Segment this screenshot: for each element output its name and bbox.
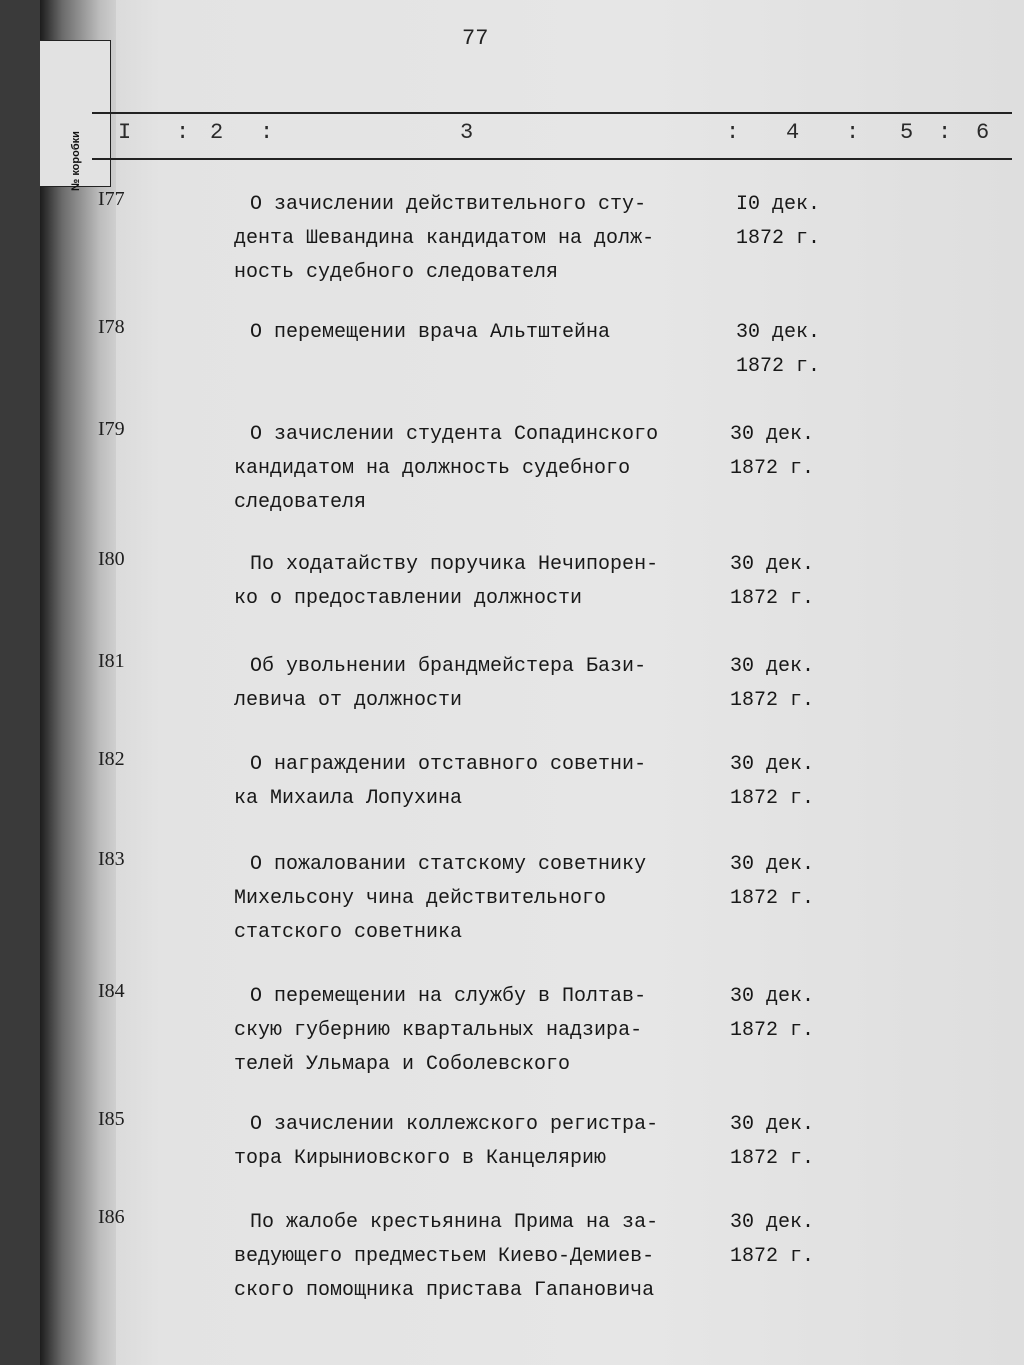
entry-date [736, 188, 820, 256]
description-line: О награждении отставного советни- [250, 753, 647, 776]
date-line: 30 дек. [730, 423, 815, 446]
col-sep: : [726, 120, 740, 145]
entry-description [234, 748, 770, 816]
description-line: О пожаловании статскому советнику [250, 853, 647, 876]
description-line: тора Кирыниовского в Канцелярию [234, 1147, 607, 1170]
date-line: 1872 г. [730, 1019, 815, 1042]
entry-date [730, 418, 814, 486]
col-header-5: 5 [900, 120, 914, 145]
description-line: О зачислении студента Сопадинского [250, 423, 659, 446]
date-line: 1872 г. [730, 587, 815, 610]
col-sep: : [846, 120, 860, 145]
description-line: ность судебного следователя [234, 261, 559, 284]
entry-number: I86 [98, 1206, 125, 1228]
col-sep: : [176, 120, 190, 145]
entry-date [730, 980, 814, 1048]
box-label: № коробки [70, 131, 82, 191]
date-line: 30 дек. [730, 985, 815, 1008]
description-line: ка Михаила Лопухина [234, 787, 463, 810]
entry-description [234, 548, 770, 616]
entry-date [730, 748, 814, 816]
entry-description [234, 188, 770, 290]
entry-number: I81 [98, 650, 125, 672]
entry-number: I84 [98, 980, 125, 1002]
entry-description [250, 316, 770, 350]
entry-number: I80 [98, 548, 125, 570]
entry-description [234, 1206, 770, 1308]
entry-number: I82 [98, 748, 125, 770]
description-line: По ходатайству поручика Нечипорен- [250, 553, 659, 576]
description-line: дента Шевандина кандидатом на долж- [234, 227, 655, 250]
description-line: ко о предоставлении должности [234, 587, 583, 610]
date-line: I0 дек. [736, 193, 821, 216]
document-page [40, 0, 1024, 1365]
entry-date [736, 316, 820, 384]
date-line: 1872 г. [736, 355, 821, 378]
entry-date [730, 548, 814, 616]
page-number: 77 [462, 26, 489, 51]
header-rule-top [92, 112, 1012, 114]
entry-date [730, 848, 814, 916]
date-line: 30 дек. [730, 753, 815, 776]
date-line: 1872 г. [730, 787, 815, 810]
entry-description [234, 418, 770, 520]
header-rule-bottom [92, 158, 1012, 160]
entry-date [730, 650, 814, 718]
date-line: 1872 г. [736, 227, 821, 250]
description-line: кандидатом на должность судебного [234, 457, 631, 480]
entry-description [234, 848, 770, 950]
description-line: телей Ульмара и Соболевского [234, 1053, 571, 1076]
description-line: Михельсону чина действительного [234, 887, 607, 910]
date-line: 1872 г. [730, 887, 815, 910]
entry-description [234, 980, 770, 1082]
date-line: 1872 г. [730, 1245, 815, 1268]
col-header-2: 2 [210, 120, 224, 145]
description-line: следователя [234, 491, 367, 514]
entry-number: I83 [98, 848, 125, 870]
description-line: О зачислении коллежского регистра- [250, 1113, 659, 1136]
description-line: О зачислении действительного сту- [250, 193, 647, 216]
description-line: ского помощника пристава Гапановича [234, 1279, 655, 1302]
entry-number: I78 [98, 316, 125, 338]
col-sep: : [260, 120, 274, 145]
date-line: 30 дек. [736, 321, 821, 344]
description-line: Об увольнении брандмейстера Бази- [250, 655, 647, 678]
description-line: левича от должности [234, 689, 463, 712]
description-line: О перемещении на службу в Полтав- [250, 985, 647, 1008]
col-header-4: 4 [786, 120, 800, 145]
date-line: 1872 г. [730, 689, 815, 712]
description-line: скую губернию квартальных надзира- [234, 1019, 643, 1042]
col-header-6: 6 [976, 120, 990, 145]
description-line: О перемещении врача Альтштейна [250, 321, 611, 344]
entry-description [234, 650, 770, 718]
entry-number: I77 [98, 188, 125, 210]
description-line: По жалобе крестьянина Прима на за- [250, 1211, 659, 1234]
date-line: 30 дек. [730, 655, 815, 678]
date-line: 30 дек. [730, 1113, 815, 1136]
entry-number: I79 [98, 418, 125, 440]
date-line: 1872 г. [730, 1147, 815, 1170]
date-line: 30 дек. [730, 853, 815, 876]
col-header-3: 3 [460, 120, 474, 145]
date-line: 30 дек. [730, 1211, 815, 1234]
col-header-1: I [118, 120, 132, 145]
date-line: 1872 г. [730, 457, 815, 480]
entry-description [234, 1108, 770, 1176]
description-line: ведующего предместьем Киево-Демиев- [234, 1245, 655, 1268]
entry-date [730, 1206, 814, 1274]
entry-number: I85 [98, 1108, 125, 1130]
entry-date [730, 1108, 814, 1176]
description-line: статского советника [234, 921, 463, 944]
column-headers [40, 120, 1024, 156]
col-sep: : [938, 120, 952, 145]
date-line: 30 дек. [730, 553, 815, 576]
